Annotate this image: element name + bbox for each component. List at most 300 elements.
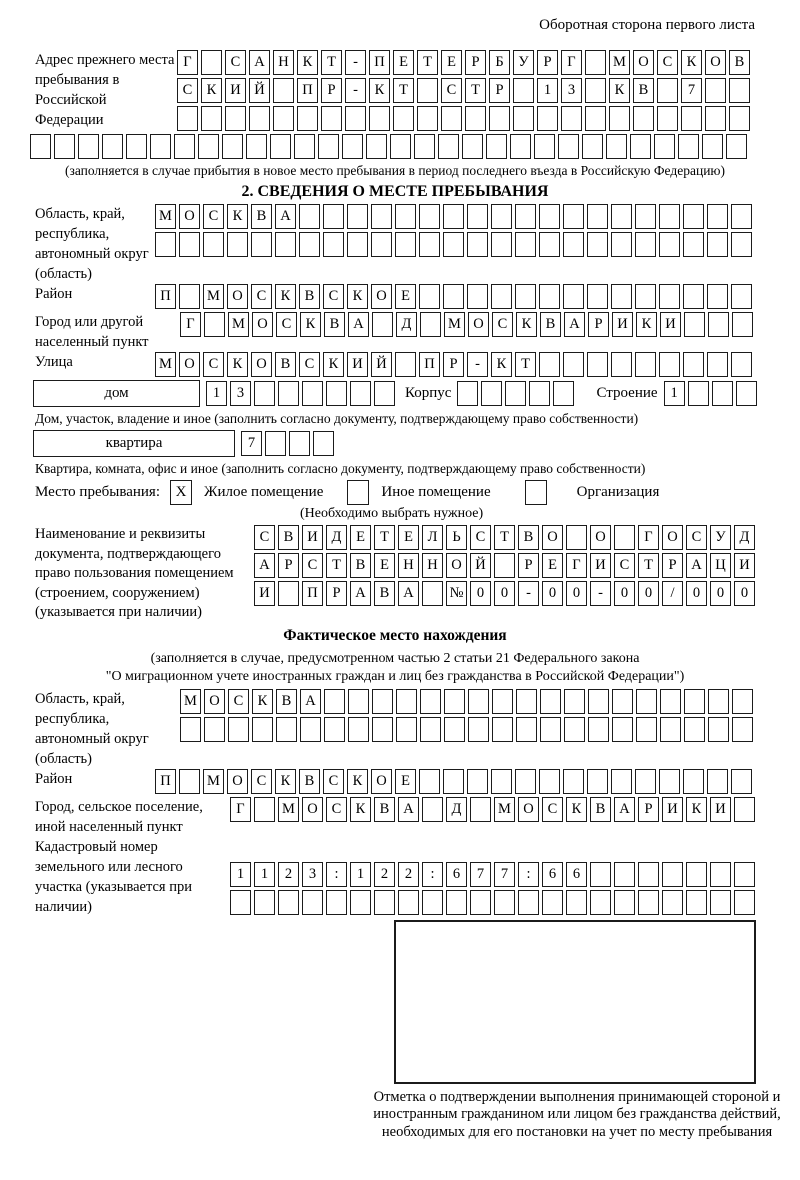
char-box[interactable] <box>348 689 369 714</box>
char-box[interactable] <box>443 232 464 257</box>
char-box[interactable]: С <box>177 78 198 103</box>
char-box[interactable] <box>587 204 608 229</box>
char-box[interactable]: К <box>686 797 707 822</box>
char-box[interactable] <box>446 890 467 915</box>
char-box[interactable]: И <box>225 78 246 103</box>
char-box[interactable] <box>612 689 633 714</box>
char-box[interactable] <box>489 106 510 131</box>
char-box[interactable] <box>707 284 728 309</box>
char-box[interactable] <box>635 769 656 794</box>
char-box[interactable]: К <box>300 312 321 337</box>
char-box[interactable] <box>393 106 414 131</box>
char-box[interactable]: С <box>299 352 320 377</box>
char-box[interactable] <box>707 352 728 377</box>
char-box[interactable] <box>492 717 513 742</box>
char-box[interactable] <box>422 890 443 915</box>
char-box[interactable]: В <box>299 769 320 794</box>
char-box[interactable]: И <box>254 581 275 606</box>
char-box[interactable]: С <box>276 312 297 337</box>
char-box[interactable] <box>422 797 443 822</box>
char-box[interactable]: Р <box>465 50 486 75</box>
char-box[interactable] <box>467 769 488 794</box>
char-box[interactable] <box>566 890 587 915</box>
char-box[interactable] <box>726 134 747 159</box>
char-box[interactable] <box>708 312 729 337</box>
char-box[interactable]: А <box>350 581 371 606</box>
char-box[interactable]: О <box>302 797 323 822</box>
char-box[interactable] <box>684 717 705 742</box>
char-box[interactable] <box>587 284 608 309</box>
char-box[interactable] <box>179 232 200 257</box>
char-box[interactable]: 1 <box>537 78 558 103</box>
char-box[interactable] <box>467 204 488 229</box>
char-box[interactable] <box>468 689 489 714</box>
char-box[interactable]: Р <box>326 581 347 606</box>
char-box[interactable]: 1 <box>350 862 371 887</box>
char-box[interactable] <box>708 689 729 714</box>
char-box[interactable] <box>659 352 680 377</box>
char-box[interactable] <box>323 232 344 257</box>
char-box[interactable] <box>734 797 755 822</box>
char-box[interactable] <box>457 381 478 406</box>
char-box[interactable] <box>731 284 752 309</box>
char-box[interactable] <box>225 106 246 131</box>
char-box[interactable]: О <box>227 769 248 794</box>
char-box[interactable]: 0 <box>686 581 707 606</box>
char-box[interactable]: Е <box>542 553 563 578</box>
char-box[interactable] <box>515 284 536 309</box>
char-box[interactable]: А <box>348 312 369 337</box>
char-box[interactable]: 7 <box>494 862 515 887</box>
char-box[interactable]: 0 <box>470 581 491 606</box>
char-box[interactable] <box>662 890 683 915</box>
char-box[interactable] <box>180 717 201 742</box>
char-box[interactable] <box>587 769 608 794</box>
char-box[interactable] <box>366 134 387 159</box>
char-box[interactable] <box>638 890 659 915</box>
char-box[interactable] <box>515 204 536 229</box>
char-box[interactable]: О <box>518 797 539 822</box>
char-box[interactable]: Е <box>395 284 416 309</box>
char-box[interactable] <box>324 717 345 742</box>
char-box[interactable] <box>326 890 347 915</box>
char-box[interactable]: Д <box>734 525 755 550</box>
char-box[interactable]: А <box>300 689 321 714</box>
char-box[interactable] <box>705 106 726 131</box>
char-box[interactable] <box>611 769 632 794</box>
char-box[interactable] <box>347 204 368 229</box>
char-box[interactable] <box>710 862 731 887</box>
char-box[interactable] <box>444 689 465 714</box>
char-box[interactable]: С <box>251 284 272 309</box>
char-box[interactable]: Д <box>446 797 467 822</box>
char-box[interactable] <box>494 890 515 915</box>
char-box[interactable] <box>422 581 443 606</box>
char-box[interactable] <box>731 232 752 257</box>
char-box[interactable] <box>561 106 582 131</box>
char-box[interactable] <box>252 717 273 742</box>
char-box[interactable]: П <box>297 78 318 103</box>
char-box[interactable] <box>539 352 560 377</box>
char-box[interactable]: К <box>227 204 248 229</box>
char-box[interactable] <box>734 890 755 915</box>
char-box[interactable] <box>636 689 657 714</box>
char-box[interactable] <box>254 890 275 915</box>
char-box[interactable]: Й <box>371 352 392 377</box>
char-box[interactable]: Д <box>396 312 417 337</box>
char-box[interactable] <box>683 352 704 377</box>
char-box[interactable]: К <box>347 284 368 309</box>
char-box[interactable]: О <box>252 312 273 337</box>
char-box[interactable] <box>564 717 585 742</box>
char-box[interactable] <box>419 232 440 257</box>
char-box[interactable] <box>372 312 393 337</box>
residential-checkbox[interactable]: X <box>170 480 192 505</box>
char-box[interactable]: С <box>614 553 635 578</box>
char-box[interactable]: О <box>446 553 467 578</box>
char-box[interactable] <box>633 106 654 131</box>
char-box[interactable] <box>729 106 750 131</box>
char-box[interactable] <box>155 232 176 257</box>
char-box[interactable]: / <box>662 581 683 606</box>
char-box[interactable]: 3 <box>561 78 582 103</box>
char-box[interactable]: Е <box>395 769 416 794</box>
char-box[interactable] <box>660 689 681 714</box>
char-box[interactable] <box>638 862 659 887</box>
char-box[interactable]: М <box>609 50 630 75</box>
char-box[interactable] <box>563 204 584 229</box>
char-box[interactable] <box>470 890 491 915</box>
char-box[interactable] <box>417 78 438 103</box>
char-box[interactable]: К <box>297 50 318 75</box>
char-box[interactable]: В <box>251 204 272 229</box>
char-box[interactable]: О <box>251 352 272 377</box>
char-box[interactable] <box>505 381 526 406</box>
char-box[interactable]: Т <box>494 525 515 550</box>
char-box[interactable]: В <box>299 284 320 309</box>
char-box[interactable] <box>419 769 440 794</box>
char-box[interactable]: А <box>249 50 270 75</box>
char-box[interactable] <box>539 232 560 257</box>
char-box[interactable]: Е <box>350 525 371 550</box>
char-box[interactable] <box>563 284 584 309</box>
char-box[interactable]: С <box>492 312 513 337</box>
char-box[interactable]: П <box>419 352 440 377</box>
char-box[interactable] <box>395 352 416 377</box>
char-box[interactable] <box>611 284 632 309</box>
char-box[interactable] <box>371 232 392 257</box>
char-box[interactable]: С <box>323 284 344 309</box>
char-box[interactable]: Г <box>177 50 198 75</box>
char-box[interactable]: С <box>228 689 249 714</box>
char-box[interactable] <box>518 890 539 915</box>
char-box[interactable] <box>297 106 318 131</box>
char-box[interactable]: Т <box>321 50 342 75</box>
char-box[interactable] <box>126 134 147 159</box>
char-box[interactable]: К <box>201 78 222 103</box>
char-box[interactable] <box>481 381 502 406</box>
char-box[interactable]: И <box>347 352 368 377</box>
char-box[interactable] <box>470 797 491 822</box>
char-box[interactable] <box>374 381 395 406</box>
char-box[interactable] <box>654 134 675 159</box>
char-box[interactable] <box>553 381 574 406</box>
char-box[interactable] <box>635 232 656 257</box>
char-box[interactable] <box>294 134 315 159</box>
char-box[interactable]: : <box>518 862 539 887</box>
char-box[interactable]: О <box>179 352 200 377</box>
char-box[interactable] <box>318 134 339 159</box>
char-box[interactable]: М <box>278 797 299 822</box>
char-box[interactable] <box>414 134 435 159</box>
char-box[interactable] <box>419 284 440 309</box>
char-box[interactable]: Н <box>422 553 443 578</box>
char-box[interactable]: С <box>657 50 678 75</box>
char-box[interactable]: Т <box>374 525 395 550</box>
char-box[interactable] <box>396 689 417 714</box>
char-box[interactable]: П <box>155 284 176 309</box>
char-box[interactable] <box>204 312 225 337</box>
char-box[interactable]: В <box>324 312 345 337</box>
char-box[interactable]: А <box>564 312 585 337</box>
char-box[interactable] <box>683 204 704 229</box>
char-box[interactable] <box>609 106 630 131</box>
char-box[interactable]: : <box>326 862 347 887</box>
char-box[interactable]: К <box>681 50 702 75</box>
char-box[interactable]: - <box>345 50 366 75</box>
char-box[interactable]: К <box>275 769 296 794</box>
char-box[interactable] <box>254 381 275 406</box>
char-box[interactable]: Г <box>561 50 582 75</box>
char-box[interactable]: Р <box>638 797 659 822</box>
char-box[interactable] <box>468 717 489 742</box>
char-box[interactable]: Е <box>398 525 419 550</box>
char-box[interactable] <box>731 769 752 794</box>
char-box[interactable]: Л <box>422 525 443 550</box>
char-box[interactable]: А <box>686 553 707 578</box>
char-box[interactable] <box>420 312 441 337</box>
char-box[interactable]: И <box>662 797 683 822</box>
char-box[interactable] <box>510 134 531 159</box>
char-box[interactable] <box>275 232 296 257</box>
char-box[interactable]: : <box>422 862 443 887</box>
char-box[interactable] <box>420 717 441 742</box>
char-box[interactable]: К <box>566 797 587 822</box>
char-box[interactable] <box>299 232 320 257</box>
char-box[interactable] <box>558 134 579 159</box>
char-box[interactable]: 0 <box>542 581 563 606</box>
char-box[interactable] <box>606 134 627 159</box>
char-box[interactable]: 1 <box>230 862 251 887</box>
char-box[interactable] <box>590 890 611 915</box>
char-box[interactable]: К <box>252 689 273 714</box>
char-box[interactable]: П <box>155 769 176 794</box>
char-box[interactable]: Й <box>249 78 270 103</box>
char-box[interactable]: А <box>614 797 635 822</box>
char-box[interactable] <box>710 890 731 915</box>
char-box[interactable]: М <box>155 204 176 229</box>
char-box[interactable]: Е <box>374 553 395 578</box>
char-box[interactable] <box>299 204 320 229</box>
char-box[interactable] <box>278 890 299 915</box>
char-box[interactable]: Т <box>393 78 414 103</box>
char-box[interactable] <box>179 284 200 309</box>
char-box[interactable]: - <box>518 581 539 606</box>
char-box[interactable]: И <box>660 312 681 337</box>
char-box[interactable] <box>659 769 680 794</box>
char-box[interactable] <box>707 204 728 229</box>
char-box[interactable]: Б <box>489 50 510 75</box>
char-box[interactable]: И <box>590 553 611 578</box>
char-box[interactable] <box>78 134 99 159</box>
char-box[interactable] <box>369 106 390 131</box>
char-box[interactable] <box>443 284 464 309</box>
char-box[interactable] <box>686 862 707 887</box>
char-box[interactable] <box>539 284 560 309</box>
char-box[interactable]: 1 <box>254 862 275 887</box>
char-box[interactable]: С <box>225 50 246 75</box>
char-box[interactable]: Н <box>398 553 419 578</box>
char-box[interactable]: С <box>323 769 344 794</box>
char-box[interactable] <box>588 689 609 714</box>
char-box[interactable]: Р <box>443 352 464 377</box>
char-box[interactable]: Т <box>638 553 659 578</box>
char-box[interactable]: А <box>275 204 296 229</box>
char-box[interactable] <box>662 862 683 887</box>
char-box[interactable]: В <box>633 78 654 103</box>
char-box[interactable] <box>444 717 465 742</box>
char-box[interactable] <box>516 717 537 742</box>
char-box[interactable] <box>270 134 291 159</box>
char-box[interactable]: О <box>227 284 248 309</box>
char-box[interactable]: 0 <box>494 581 515 606</box>
char-box[interactable]: Н <box>273 50 294 75</box>
char-box[interactable]: О <box>179 204 200 229</box>
char-box[interactable]: П <box>369 50 390 75</box>
char-box[interactable] <box>590 862 611 887</box>
char-box[interactable]: И <box>734 553 755 578</box>
char-box[interactable]: Т <box>417 50 438 75</box>
char-box[interactable] <box>515 232 536 257</box>
char-box[interactable]: К <box>636 312 657 337</box>
char-box[interactable]: 1 <box>206 381 227 406</box>
char-box[interactable] <box>729 78 750 103</box>
char-box[interactable]: С <box>302 553 323 578</box>
char-box[interactable]: Р <box>588 312 609 337</box>
char-box[interactable] <box>265 431 286 456</box>
char-box[interactable]: Е <box>393 50 414 75</box>
char-box[interactable] <box>614 525 635 550</box>
char-box[interactable] <box>660 717 681 742</box>
char-box[interactable]: И <box>710 797 731 822</box>
char-box[interactable] <box>227 232 248 257</box>
char-box[interactable] <box>102 134 123 159</box>
char-box[interactable] <box>731 204 752 229</box>
char-box[interactable]: Е <box>441 50 462 75</box>
char-box[interactable] <box>657 78 678 103</box>
char-box[interactable]: М <box>494 797 515 822</box>
char-box[interactable]: В <box>590 797 611 822</box>
char-box[interactable]: 3 <box>302 862 323 887</box>
char-box[interactable]: Д <box>326 525 347 550</box>
char-box[interactable] <box>251 232 272 257</box>
char-box[interactable] <box>566 525 587 550</box>
char-box[interactable] <box>494 553 515 578</box>
char-box[interactable]: 0 <box>566 581 587 606</box>
char-box[interactable]: 7 <box>681 78 702 103</box>
char-box[interactable]: В <box>276 689 297 714</box>
char-box[interactable] <box>276 717 297 742</box>
char-box[interactable]: О <box>371 769 392 794</box>
char-box[interactable]: С <box>686 525 707 550</box>
char-box[interactable] <box>462 134 483 159</box>
char-box[interactable]: Р <box>537 50 558 75</box>
char-box[interactable]: В <box>275 352 296 377</box>
char-box[interactable] <box>491 232 512 257</box>
char-box[interactable] <box>203 232 224 257</box>
char-box[interactable] <box>273 106 294 131</box>
char-box[interactable] <box>198 134 219 159</box>
char-box[interactable] <box>350 890 371 915</box>
char-box[interactable] <box>177 106 198 131</box>
char-box[interactable] <box>563 232 584 257</box>
char-box[interactable] <box>491 204 512 229</box>
char-box[interactable] <box>438 134 459 159</box>
char-box[interactable]: М <box>444 312 465 337</box>
char-box[interactable] <box>395 204 416 229</box>
char-box[interactable]: Р <box>278 553 299 578</box>
char-box[interactable]: К <box>491 352 512 377</box>
char-box[interactable] <box>371 204 392 229</box>
char-box[interactable]: И <box>612 312 633 337</box>
char-box[interactable] <box>516 689 537 714</box>
char-box[interactable]: Г <box>230 797 251 822</box>
char-box[interactable]: № <box>446 581 467 606</box>
char-box[interactable]: Ь <box>446 525 467 550</box>
char-box[interactable]: Р <box>662 553 683 578</box>
char-box[interactable]: 6 <box>566 862 587 887</box>
char-box[interactable] <box>254 797 275 822</box>
char-box[interactable] <box>345 106 366 131</box>
char-box[interactable] <box>246 134 267 159</box>
char-box[interactable]: Г <box>566 553 587 578</box>
char-box[interactable] <box>734 862 755 887</box>
char-box[interactable]: 1 <box>664 381 685 406</box>
char-box[interactable]: И <box>302 525 323 550</box>
char-box[interactable]: В <box>374 797 395 822</box>
char-box[interactable]: 2 <box>278 862 299 887</box>
char-box[interactable] <box>611 204 632 229</box>
char-box[interactable]: К <box>323 352 344 377</box>
char-box[interactable] <box>537 106 558 131</box>
char-box[interactable]: С <box>542 797 563 822</box>
char-box[interactable] <box>179 769 200 794</box>
char-box[interactable] <box>708 717 729 742</box>
char-box[interactable]: 7 <box>241 431 262 456</box>
char-box[interactable]: М <box>180 689 201 714</box>
char-box[interactable] <box>313 431 334 456</box>
char-box[interactable]: Г <box>180 312 201 337</box>
char-box[interactable]: - <box>467 352 488 377</box>
char-box[interactable] <box>201 106 222 131</box>
char-box[interactable] <box>587 232 608 257</box>
char-box[interactable]: А <box>254 553 275 578</box>
char-box[interactable]: С <box>470 525 491 550</box>
char-box[interactable] <box>630 134 651 159</box>
other-premises-checkbox[interactable] <box>347 480 369 505</box>
char-box[interactable]: С <box>203 352 224 377</box>
char-box[interactable] <box>635 204 656 229</box>
